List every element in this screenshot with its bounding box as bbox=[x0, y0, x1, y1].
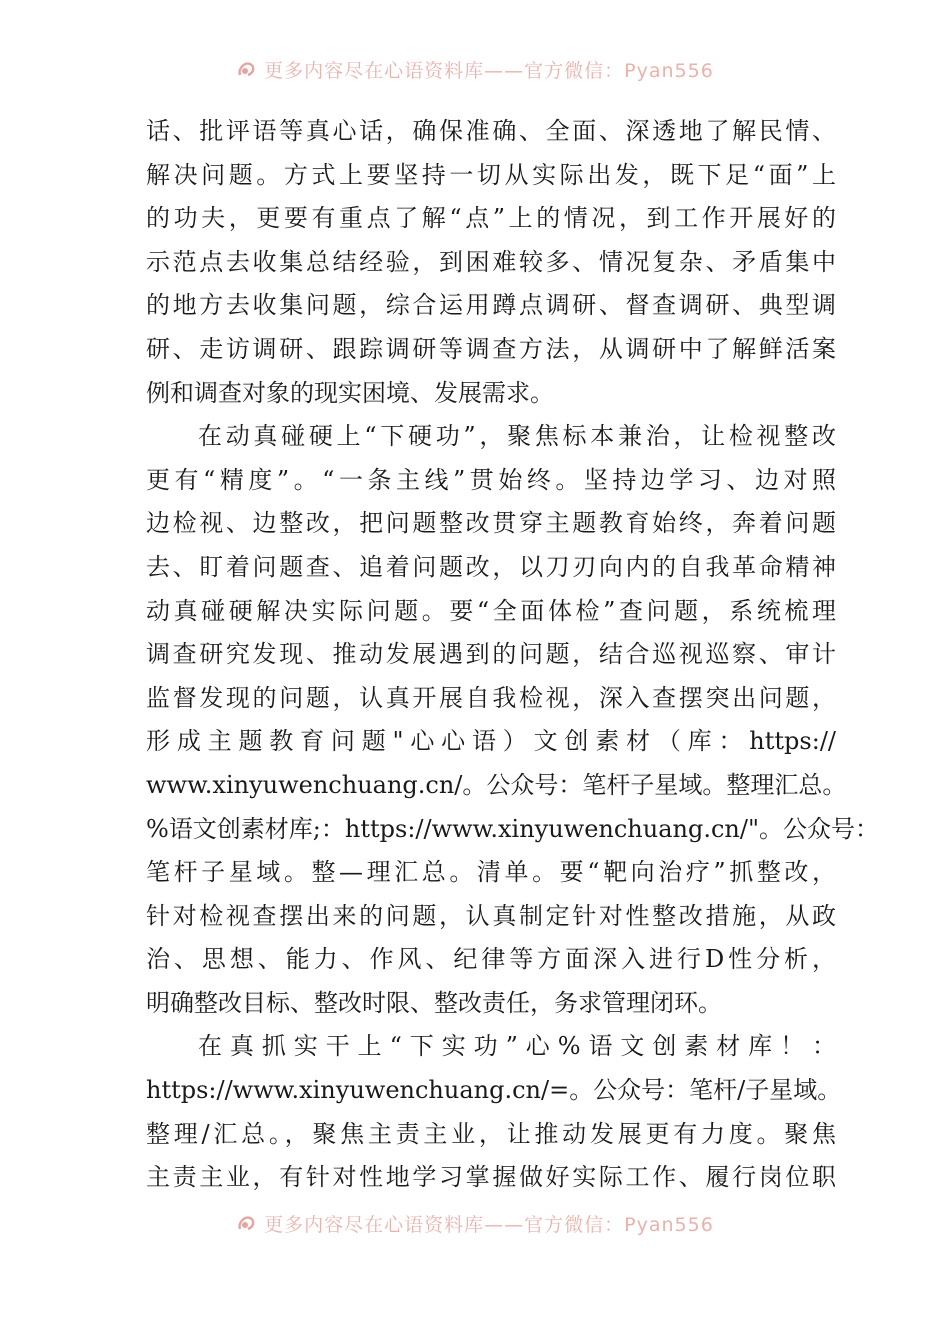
watermark-text: 更多内容尽在心语资料库——官方微信：Pyan556 bbox=[264, 60, 714, 82]
text-line: 话、批评语等真心话，确保准确、全面、深透地了解民情、 bbox=[146, 117, 836, 145]
brand-logo-icon bbox=[236, 59, 258, 81]
text-line: 调查研究发现、推动发展遇到的问题，结合巡视巡察、审计 bbox=[146, 640, 836, 669]
text-line: 去、盯着问题查、追着问题改，以刀刃向内的自我革命精神 bbox=[146, 552, 836, 581]
brand-logo-icon bbox=[236, 1213, 258, 1235]
text-line: 解决问题。方式上要坚持一切从实际出发，既下足“面”上 bbox=[146, 160, 836, 189]
text-line: 在真抓实干上“下实功”心%语文创素材库！： bbox=[198, 1032, 836, 1061]
text-line: 在动真碰硬上“下硬功”，聚焦标本兼治，让检视整改 bbox=[198, 422, 836, 451]
text-line: 动真碰硬解决实际问题。要“全面体检”查问题，系统梳理 bbox=[146, 596, 836, 625]
text-line: 主责主业，有针对性地学习掌握做好实际工作、履行岗位职 bbox=[146, 1163, 836, 1192]
text-line: 的功夫，更要有重点了解“点”上的情况，到工作开展好的 bbox=[146, 204, 836, 233]
text-line: 例和调查对象的现实困境、发展需求。 bbox=[146, 378, 554, 407]
watermark-footer bbox=[0, 1210, 950, 1237]
text-line: 形成主题教育问题"心心语）文创素材（库：https:// bbox=[146, 727, 836, 756]
watermark-header bbox=[0, 56, 950, 83]
text-line: www.xinyuwenchuang.cn/。公众号：笔杆子星域。整理汇总。 bbox=[146, 770, 847, 799]
text-line: 的地方去收集问题，综合运用蹲点调研、督查调研、典型调 bbox=[146, 291, 836, 320]
text-line: 整理/汇总。，聚焦主责主业，让推动发展更有力度。聚焦 bbox=[146, 1119, 836, 1148]
text-line: 针对检视查摆出来的问题，认真制定针对性整改措施，从政 bbox=[146, 901, 836, 930]
text-line: 更有“精度”。“一条主线”贯始终。坚持边学习、边对照 bbox=[146, 465, 836, 494]
text-line: 明确整改目标、整改时限、整改责任，务求管理闭环。 bbox=[146, 988, 722, 1017]
watermark-text: 更多内容尽在心语资料库——官方微信：Pyan556 bbox=[264, 1214, 714, 1236]
text-line: 治、思想、能力、作风、纪律等方面深入进行D性分析， bbox=[146, 945, 836, 974]
text-line: https://www.xinyuwenchuang.cn/=。公众号：笔杆/子星域。 bbox=[146, 1076, 842, 1105]
document-body bbox=[146, 110, 880, 1200]
text-line: 笔杆子星域。整—理汇总。清单。要“靶向治疗”抓整改， bbox=[146, 858, 836, 887]
text-line: %语文创素材库;：https://www.xinyuwenchuang.cn/"。公众号： bbox=[146, 814, 880, 843]
text-line: 示范点去收集总结经验，到困难较多、情况复杂、矛盾集中 bbox=[146, 247, 836, 276]
text-line: 监督发现的问题，认真开展自我检视，深入查摆突出问题， bbox=[146, 683, 836, 712]
text-line: 边检视、边整改，把问题整改贯穿主题教育始终，奔着问题 bbox=[146, 509, 836, 538]
text-line: 研、走访调研、跟踪调研等调查方法，从调研中了解鲜活案 bbox=[146, 334, 836, 363]
